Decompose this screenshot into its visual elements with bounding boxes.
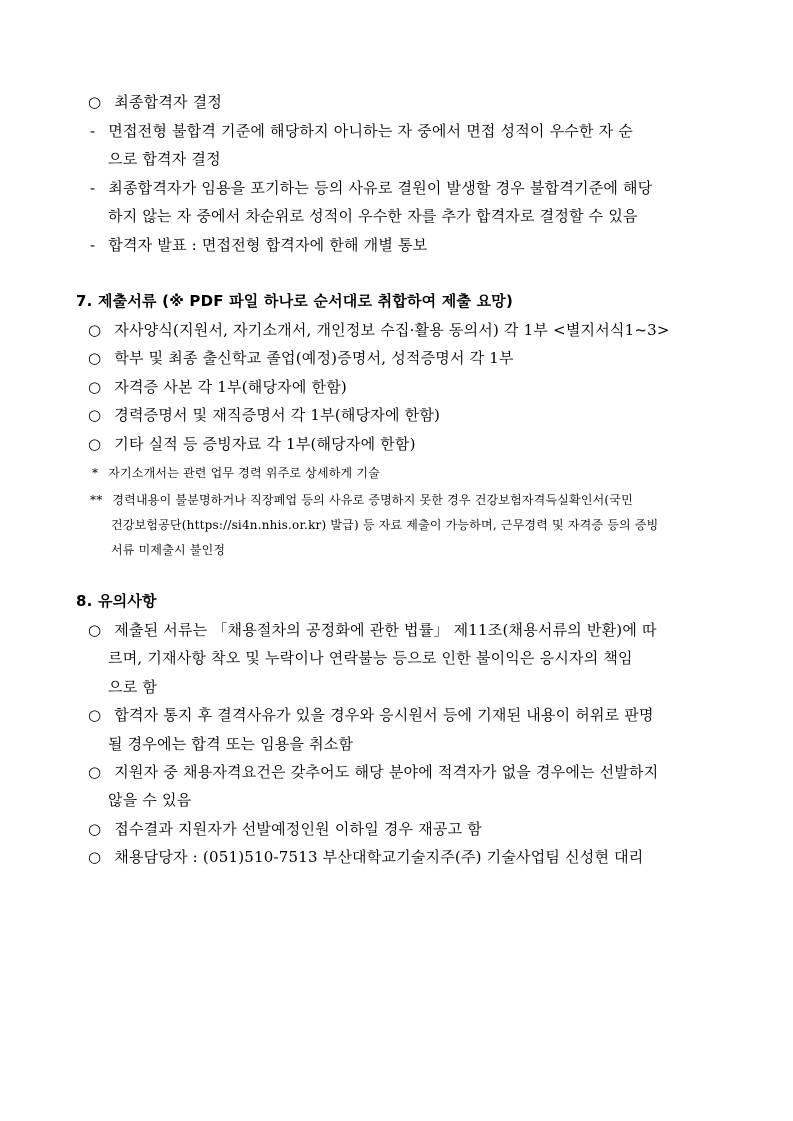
- bullet-marker: ○: [88, 706, 102, 724]
- item-text: 합격자 통지 후 결격사유가 있을 경우와 응시원서 등에 기재된 내용이 허위로 판명: [114, 706, 654, 724]
- item-text: 최종합격자 결정: [114, 93, 223, 111]
- list-item: [88, 434, 416, 454]
- item-text: 접수결과 지원자가 선발예정인원 이하일 경우 재공고 함: [114, 820, 482, 838]
- sub-item: [90, 178, 652, 198]
- bullet-marker: ○: [88, 378, 102, 396]
- bullet-marker: ○: [88, 848, 102, 866]
- bullet-marker: ○: [88, 763, 102, 781]
- footnote-continuation: 서류 미제출시 불인정: [111, 543, 226, 557]
- footnote: [92, 465, 380, 481]
- footnote-text: 자기소개서는 관련 업무 경력 위주로 상세하게 기술: [108, 466, 380, 480]
- footnote-marker: *: [92, 466, 99, 480]
- bullet-marker: ○: [88, 435, 102, 453]
- bullet-marker: ○: [88, 621, 102, 639]
- item-text: 지원자 중 채용자격요건은 갖추어도 해당 분야에 적격자가 없을 경우에는 선발하지: [114, 763, 659, 781]
- item-continuation: 하지 않는 자 중에서 차순위로 성적이 우수한 자를 추가 합격자로 결정할 수 있음: [108, 207, 638, 225]
- sub-item: [90, 121, 633, 141]
- item-text: 면접전형 불합격 기준에 해당하지 아니하는 자 중에서 면접 성적이 우수한 자 순: [108, 122, 633, 140]
- dash-marker: -: [90, 122, 96, 140]
- section-heading: 7. 제출서류 (※ PDF 파일 하나로 순서대로 취합하여 제출 요망): [76, 292, 514, 310]
- list-item: [88, 762, 658, 782]
- footnote: [90, 492, 633, 508]
- bullet-marker: ○: [88, 93, 102, 111]
- item-text: 최종합격자가 임용을 포기하는 등의 사유로 결원이 발생할 경우 불합격기준에 해당: [108, 179, 653, 197]
- item-text: 자격증 사본 각 1부(해당자에 한함): [114, 378, 347, 396]
- list-item: [88, 847, 644, 867]
- list-item: [88, 620, 657, 640]
- dash-marker: -: [90, 179, 96, 197]
- footnote-marker: **: [90, 493, 103, 507]
- item-continuation: 않을 수 있음: [108, 791, 192, 809]
- item-continuation: 으로 합격자 결정: [108, 150, 221, 168]
- footnote-continuation: 건강보험공단(https://si4n.nhis.or.kr) 발급) 등 자료 제출이 가능하며, 근무경력 및 자격증 등의 증빙: [111, 518, 659, 532]
- list-item: [88, 320, 670, 340]
- item-text: 채용담당자 : (051)510-7513 부산대학교기술지주(주) 기술사업팀 신성현 대리: [114, 848, 644, 866]
- item-text: 합격자 발표 : 면접전형 합격자에 한해 개별 통보: [108, 236, 428, 254]
- item-text: 자사양식(지원서, 자기소개서, 개인정보 수집·활용 동의서) 각 1부 <별지서식1~3>: [114, 321, 670, 339]
- section-heading: 8. 유의사항: [76, 592, 157, 610]
- item-continuation: 으로 함: [108, 678, 158, 696]
- item-text: 학부 및 최종 출신학교 졸업(예정)증명서, 성적증명서 각 1부: [114, 349, 514, 367]
- item-text: 제출된 서류는 「채용절차의 공정화에 관한 법률」 제11조(채용서류의 반환)에 따: [114, 621, 657, 639]
- bullet-marker: ○: [88, 820, 102, 838]
- footnote-text: 경력내용이 불분명하거나 직장폐업 등의 사유로 증명하지 못한 경우 건강보험자격득실확인서(국민: [112, 493, 633, 507]
- list-item: [88, 705, 654, 725]
- list-item: [88, 405, 440, 425]
- list-item: [88, 348, 514, 368]
- sub-item: [90, 235, 427, 255]
- dash-marker: -: [90, 236, 96, 254]
- item-continuation: 될 경우에는 합격 또는 임용을 취소함: [108, 735, 354, 753]
- list-item: [88, 377, 347, 397]
- bullet-marker: ○: [88, 349, 102, 367]
- item-continuation: 르며, 기재사항 착오 및 누락이나 연락불능 등으로 인한 불이익은 응시자의 책임: [108, 649, 633, 667]
- bullet-marker: ○: [88, 406, 102, 424]
- item-text: 경력증명서 및 재직증명서 각 1부(해당자에 한함): [114, 406, 441, 424]
- bullet-marker: ○: [88, 321, 102, 339]
- list-item: [88, 92, 222, 112]
- list-item: [88, 819, 482, 839]
- item-text: 기타 실적 등 증빙자료 각 1부(해당자에 한함): [114, 435, 416, 453]
